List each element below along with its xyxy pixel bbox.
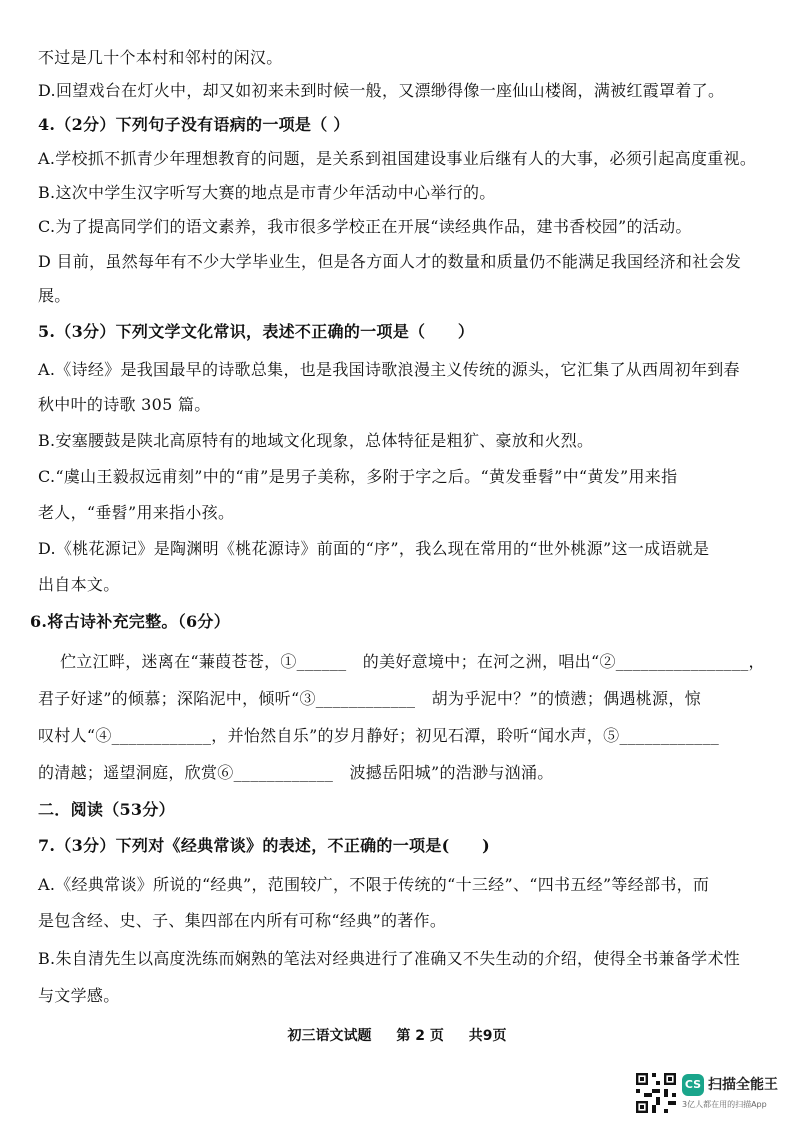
footer-title: 初三语文试题 bbox=[287, 1028, 372, 1044]
question-7-heading: 7.（3分）下列对《经典常谈》的表述，不正确的一项是( ) bbox=[38, 836, 490, 855]
option-4b: B.这次中学生汉字听写大赛的地点是市青少年活动中心举行的。 bbox=[38, 183, 496, 202]
text-line: 不过是几十个本村和邻村的闲汉。 bbox=[38, 48, 283, 67]
text-line: D.回望戏台在灯火中，却又如初来未到时候一般，又漂缈得像一座仙山楼阁，满被红霞罩着了。 bbox=[38, 81, 725, 100]
poem-fill-line: 的清越；遥望洞庭，欣赏⑥____________ 波撼岳阳城”的浩渺与汹涌。 bbox=[38, 763, 554, 782]
option-4d-cont: 展。 bbox=[38, 286, 71, 305]
poem-fill-line: 叹村人“④____________，并怡然自乐”的岁月静好；初见石潭，聆听“闻水声，⑤____________ bbox=[38, 726, 720, 745]
option-5b: B.安塞腰鼓是陕北高原特有的地域文化现象，总体特征是粗犷、豪放和火烈。 bbox=[38, 431, 594, 450]
option-5c-cont: 老人，“垂髫”用来指小孩。 bbox=[38, 503, 235, 522]
option-7b-cont: 与文学感。 bbox=[38, 986, 120, 1005]
footer-page-number: 第 2 页 bbox=[396, 1028, 444, 1044]
poem-fill-line: 伫立江畔，迷离在“蒹葭苍苍，①______ 的美好意境中；在河之洲，唱出“②________________， bbox=[60, 652, 765, 671]
qr-code-icon bbox=[636, 1073, 676, 1113]
question-6-heading: 6.将古诗补充完整。（6分） bbox=[30, 612, 231, 631]
option-5d: D.《桃花源记》是陶渊明《桃花源诗》前面的“序”，我么现在常用的“世外桃源”这一成语就是 bbox=[38, 539, 710, 558]
option-5d-cont: 出自本文。 bbox=[38, 575, 120, 594]
question-4-heading: 4.（2分）下列句子没有语病的一项是（ ） bbox=[38, 115, 350, 134]
option-4a: A.学校抓不抓青少年理想教育的问题，是关系到祖国建设事业后继有人的大事，必须引起高度重视。 bbox=[38, 149, 757, 168]
footer-total-pages: 共9页 bbox=[468, 1028, 507, 1044]
page-footer bbox=[0, 1025, 794, 1045]
option-7b: B.朱自清先生以高度洗练而娴熟的笔法对经典进行了准确又不失生动的介绍，使得全书兼备学术性 bbox=[38, 949, 741, 968]
section-reading-heading: 二．阅读（53分） bbox=[38, 800, 175, 819]
option-7a-cont: 是包含经、史、子、集四部在内所有可称“经典”的著作。 bbox=[38, 911, 447, 930]
option-5c: C.“虞山王毅叔远甫刻”中的“甫”是男子美称，多附于字之后。“黄发垂髫”中“黄发”用来指 bbox=[38, 467, 678, 486]
option-7a: A.《经典常谈》所说的“经典”，范围较广，不限于传统的“十三经”、“四书五经”等经部书，而 bbox=[38, 875, 710, 894]
watermark-tagline: 3亿人都在用的扫描App bbox=[682, 1100, 767, 1109]
question-5-heading: 5.（3分）下列文学文化常识，表述不正确的一项是（ ） bbox=[38, 322, 475, 341]
option-4d: D 目前，虽然每年有不少大学毕业生，但是各方面人才的数量和质量仍不能满足我国经济和社会发 bbox=[38, 252, 742, 271]
watermark-brand: 扫描全能王 bbox=[708, 1077, 778, 1093]
option-5a: A.《诗经》是我国最早的诗歌总集，也是我国诗歌浪漫主义传统的源头，它汇集了从西周初年到春 bbox=[38, 360, 740, 379]
poem-fill-line: 君子好逑”的倾慕；深陷泥中，倾听“③____________ 胡为乎泥中？”的愤懑；偶遇桃源，惊 bbox=[38, 689, 701, 708]
option-5a-cont: 秋中叶的诗歌 305 篇。 bbox=[38, 395, 211, 414]
camscanner-logo-icon: CS bbox=[682, 1074, 704, 1096]
option-4c: C.为了提高同学们的语文素养，我市很多学校正在开展“读经典作品，建书香校园”的活动。 bbox=[38, 217, 692, 236]
